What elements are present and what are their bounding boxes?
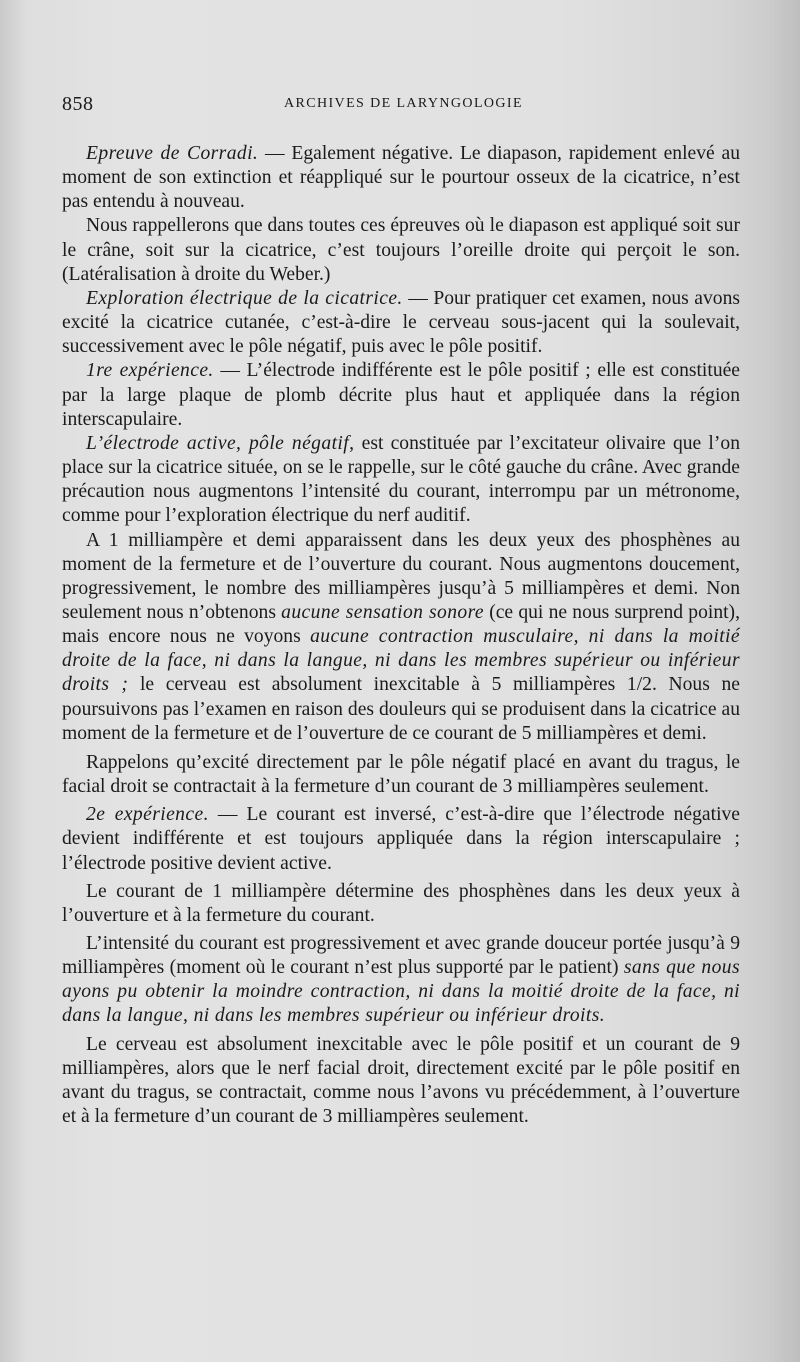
paragraph-intensite: L’intensité du courant est progressivement et avec grande douceur portée jusqu’à 9 milliampères (moment où le courant n’est plus supporté par le patient) sans que nous ayons pu obtenir la moindre contraction, ni dans la moitié droite de la face, ni dans la langue, ni dans les membres supérieur ou inférieur droits. (62, 933, 740, 1027)
heading-experience-2: 2e expérience. (86, 804, 209, 826)
body-text (62, 142, 740, 1129)
heading-experience-1: 1re expérience. (86, 360, 214, 382)
heading-corradi: Epreuve de Corradi. (86, 143, 259, 164)
heading-exploration: Exploration électrique de la cicatrice. (86, 287, 403, 309)
heading-electrode-active: L’électrode active, pôle négatif, (86, 432, 355, 454)
paragraph-experience-2: 2e expérience. — Le courant est inversé, c’est-à-dire que l’électrode négative devient indifférente et est toujours appliquée dans la région interscapulaire ; l’électrode positive devient active. (62, 804, 740, 874)
paragraph-electrode-active: L’électrode active, pôle négatif, est constituée par l’excitateur olivaire que l’on place sur la cicatrice située, on se le rappelle, sur le côté gauche du crâne. Avec grande précaution nous augmentons l’intensité du courant, interrompu par un métronome, comme pour l’exploration électrique du nerf auditif. (62, 432, 741, 527)
paragraph-phosphenes: A 1 milliampère et demi apparaissent dans les deux yeux des phosphènes au moment de la fermeture et de l’ouverture du courant. Nous augmentons doucement, progressivement, le nombre des milliampères jusqu’à 5 milliampères et demi. Non seulement nous n’obtenons aucune sensation sonore (ce qui ne nous surprend point), mais encore nous ne voyons aucune contraction musculaire, ni dans la moitié droite de la face, ni dans la langue, ni dans les membres supérieur ou inférieur droits ; le cerveau est absolument inexcitable à 5 milliampères 1/2. Nous ne poursuivons pas l’examen en raison des douleurs qui se produisent dans la cicatrice au moment de la fermeture et de l’ouverture de ce courant de 5 milliampères et demi. (62, 529, 740, 744)
page-header (62, 93, 740, 117)
paragraph-exploration: Exploration électrique de la cicatrice. — Pour pratiquer cet examen, nous avons excité la cicatrice cutanée, c’est-à-dire le cerveau sous-jacent qui la soulevait, successivement avec le pôle négatif, puis avec le pôle positif. (62, 287, 741, 358)
paragraph-corradi: Epreuve de Corradi. — Egalement négative. Le diapason, rapidement enlevé au moment de son extinction et réappliqué sur le pourtour osseux de la cicatrice, n’est pas entendu à nouveau. (62, 143, 740, 213)
paragraph-conclusion: Le cerveau est absolument inexcitable avec le pôle positif et un courant de 9 milliampères, alors que le nerf facial droit, directement excité par le pôle positif en avant du tragus, se contractait, comme nous l’avons vu précédemment, à l’ouverture et à la fermeture d’un courant de 3 milliampères seulement. (62, 1033, 740, 1128)
page-number: 858 (62, 93, 94, 115)
paragraph-courant-1ma: Le courant de 1 milliampère détermine des phosphènes dans les deux yeux à l’ouverture et à la fermeture du courant. (62, 880, 740, 926)
paragraph-lateralisation: Nous rappellerons que dans toutes ces épreuves où le diapason est appliqué soit sur le crâne, soit sur la cicatrice, c’est toujours l’oreille droite qui perçoit le son. (Latéralisation à droite du Weber.) (62, 215, 740, 285)
paragraph-experience-1: 1re expérience. — L’électrode indifférente est le pôle positif ; elle est constituée par la large plaque de plomb décrite plus haut et appliquée dans la région interscapulaire. (62, 360, 741, 430)
running-title: ARCHIVES DE LARYNGOLOGIE (284, 96, 523, 111)
paragraph-rappelons: Rappelons qu’excité directement par le pôle négatif placé en avant du tragus, le facial droit se contractait à la fermeture d’un courant de 3 milliampères seulement. (62, 751, 740, 798)
